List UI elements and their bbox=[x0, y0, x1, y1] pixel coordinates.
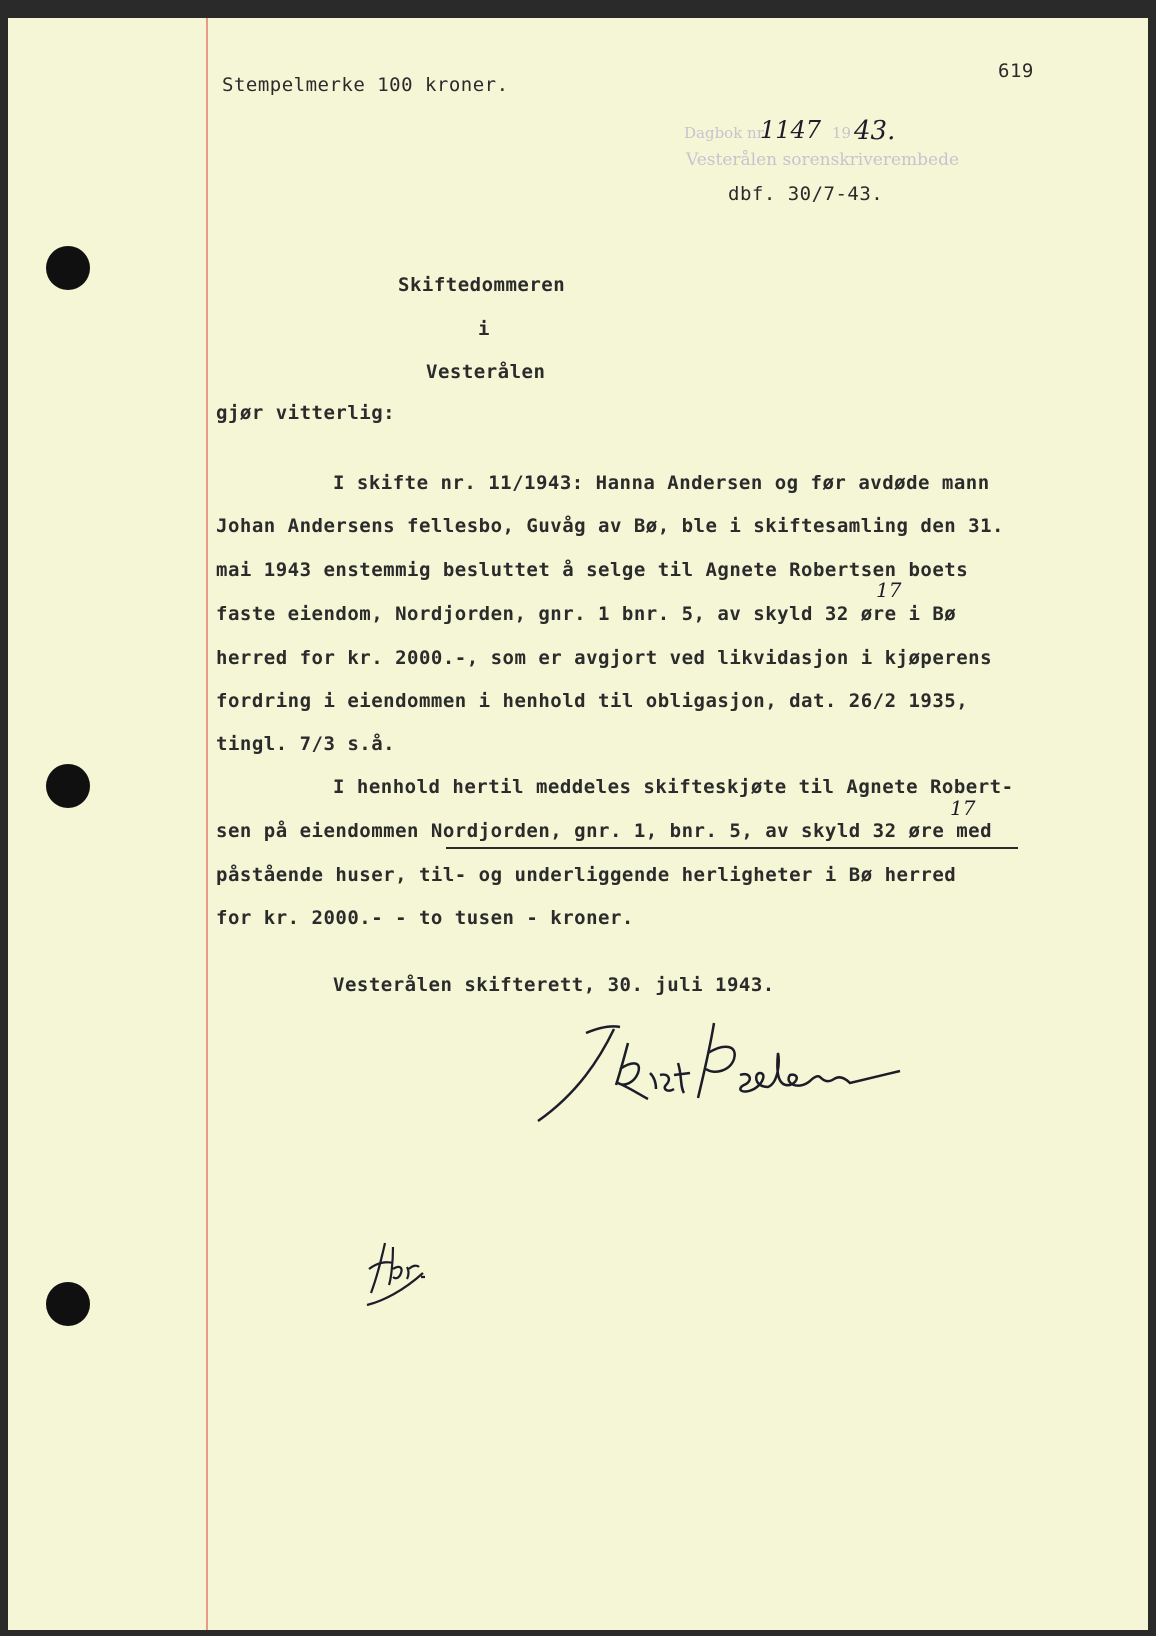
page-number: 619 bbox=[998, 60, 1034, 82]
punch-hole bbox=[46, 764, 90, 808]
margin-line bbox=[206, 18, 208, 1630]
signature bbox=[528, 1003, 908, 1123]
stamp-number: 1147 bbox=[760, 116, 822, 144]
stamp-office: Vesterålen sorenskriverembede bbox=[686, 150, 960, 170]
underline bbox=[446, 847, 1018, 849]
dbf-reference: dbf. 30/7-43. bbox=[728, 183, 884, 205]
stamp-year-prefix: 19 bbox=[832, 124, 852, 142]
initials bbox=[363, 1233, 443, 1313]
body-line: fordring i eiendommen i henhold til obligasjon, dat. 26/2 1935, bbox=[216, 690, 969, 712]
handwritten-correction: 17 bbox=[876, 578, 902, 602]
body-line: tingl. 7/3 s.å. bbox=[216, 733, 396, 755]
body-line: faste eiendom, Nordjorden, gnr. 1 bnr. 5, av skyld 32 øre i Bø bbox=[216, 603, 957, 625]
body-line: I skifte nr. 11/1943: Hanna Andersen og før avdøde mann bbox=[333, 472, 990, 494]
handwritten-correction: 17 bbox=[950, 796, 976, 820]
body-line: herred for kr. 2000.-, som er avgjort ved likvidasjon i kjøperens bbox=[216, 647, 993, 669]
document-page bbox=[8, 18, 1148, 1630]
body-line: påstående huser, til- og underliggende herligheter i Bø herred bbox=[216, 864, 957, 886]
body-line: sen på eiendommen Nordjorden, gnr. 1, bnr. 5, av skyld 32 øre med bbox=[216, 820, 993, 842]
closing-line: Vesterålen skifterett, 30. juli 1943. bbox=[333, 974, 775, 996]
body-line: Johan Andersens fellesbo, Guvåg av Bø, ble i skiftesamling den 31. bbox=[216, 515, 1004, 537]
heading-district: Vesterålen bbox=[426, 361, 546, 383]
stamp-label: Dagbok nr. bbox=[684, 124, 768, 142]
body-line: for kr. 2000.- - to tusen - kroner. bbox=[216, 907, 634, 929]
stamp-year: 43. bbox=[854, 116, 896, 146]
heading-judge: Skiftedommeren bbox=[398, 274, 566, 296]
punch-hole bbox=[46, 1282, 90, 1326]
heading-in: i bbox=[478, 318, 490, 340]
heading-declaration: gjør vitterlig: bbox=[216, 402, 396, 424]
body-line: mai 1943 enstemmig besluttet å selge til Agnete Robertsen boets bbox=[216, 559, 969, 581]
stamp-duty-text: Stempelmerke 100 kroner. bbox=[222, 74, 509, 96]
punch-hole bbox=[46, 246, 90, 290]
body-line: I henhold hertil meddeles skifteskjøte til Agnete Robert- bbox=[333, 776, 1014, 798]
